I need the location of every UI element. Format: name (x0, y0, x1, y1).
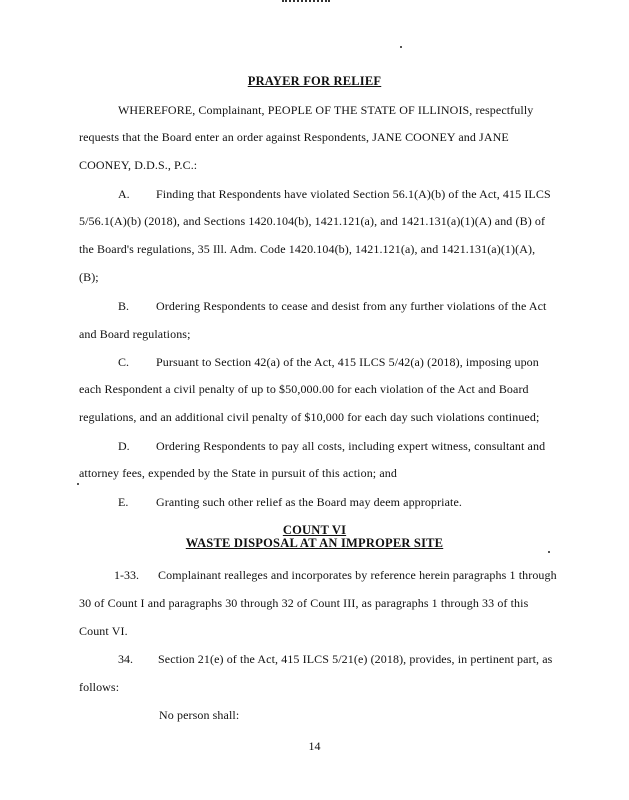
relief-item-letter: D. (118, 439, 130, 453)
relief-item-line: attorney fees, expended by the State in pursuit of this action; and (79, 466, 397, 480)
quoted-text: No person shall: (159, 708, 240, 722)
wherefore-line: COONEY, D.D.S., P.C.: (79, 158, 198, 172)
scan-speck (77, 483, 79, 485)
relief-item-line: 5/56.1(A)(b) (2018), and Sections 1420.104(b), 1421.121(a), and 1421.131(a)(1)(A) and (B) of (79, 214, 546, 228)
relief-item-line: Finding that Respondents have violated Section 56.1(A)(b) of the Act, 415 ILCS (156, 187, 551, 201)
count-heading: COUNT VI (282, 523, 347, 537)
scan-speck (548, 551, 550, 553)
relief-item-letter: C. (118, 355, 130, 369)
paragraph-line: Complainant realleges and incorporates by reference herein paragraphs 1 through (158, 568, 557, 582)
prayer-heading: PRAYER FOR RELIEF (247, 74, 382, 88)
relief-item-line: Granting such other relief as the Board may deem appropriate. (156, 495, 462, 509)
relief-item-letter: A. (118, 187, 130, 201)
paragraph-number: 1-33. (114, 568, 139, 582)
paragraph-line: follows: (79, 680, 120, 694)
scan-speck (400, 46, 402, 48)
paragraph-line: Count VI. (79, 624, 128, 638)
wherefore-line: requests that the Board enter an order against Respondents, JANE COONEY and JANE (79, 130, 509, 144)
relief-item-line: regulations, and an additional civil penalty of $10,000 for each day such violations continued; (79, 410, 540, 424)
page-number: 14 (308, 739, 321, 753)
paragraph-number: 34. (118, 652, 133, 666)
relief-item-line: (B); (79, 270, 99, 284)
relief-item-line: and Board regulations; (79, 327, 191, 341)
relief-item-line: the Board's regulations, 35 Ill. Adm. Code 1420.104(b), 1421.121(a), and 1421.131(a)(1)(A), (79, 242, 536, 256)
count-subheading: WASTE DISPOSAL AT AN IMPROPER SITE (185, 536, 444, 550)
relief-item-letter: B. (118, 299, 130, 313)
wherefore-line: WHEREFORE, Complainant, PEOPLE OF THE STATE OF ILLINOIS, respectfully (118, 103, 534, 117)
relief-item-letter: E. (118, 495, 129, 509)
paragraph-line: Section 21(e) of the Act, 415 ILCS 5/21(e) (2018), provides, in pertinent part, as (158, 652, 553, 666)
relief-item-line: Ordering Respondents to cease and desist from any further violations of the Act (156, 299, 547, 313)
paragraph-line: 30 of Count I and paragraphs 30 through 32 of Count III, as paragraphs 1 through 33 of this (79, 596, 529, 610)
scan-mark (282, 0, 330, 4)
relief-item-line: Ordering Respondents to pay all costs, including expert witness, consultant and (156, 439, 546, 453)
relief-item-line: each Respondent a civil penalty of up to $50,000.00 for each violation of the Act and Board (79, 382, 529, 396)
relief-item-line: Pursuant to Section 42(a) of the Act, 415 ILCS 5/42(a) (2018), imposing upon (156, 355, 539, 369)
